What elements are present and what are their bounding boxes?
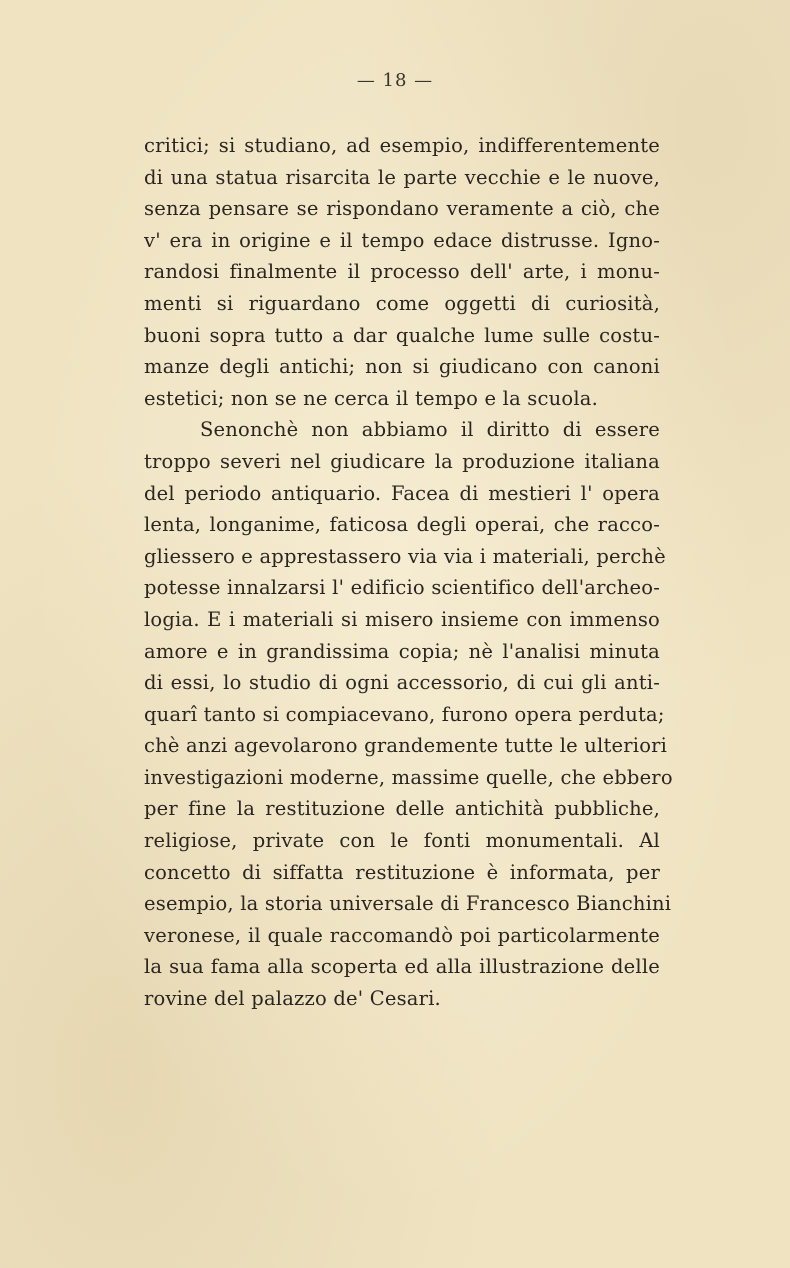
text-line: quarî tanto si compiacevano, furono opera perduta; xyxy=(144,702,665,726)
text-line: buoni sopra tutto a dar qualche lume sulle costu- xyxy=(144,323,660,347)
text-line: manze degli antichi; non si giudicano con canoni xyxy=(144,355,660,379)
text-line: gliessero e apprestassero via via i materiali, perchè xyxy=(144,544,666,568)
text-line: veronese, il quale raccomandò poi particolarmente xyxy=(144,923,660,947)
text-line: lenta, longanime, faticosa degli operai, che racco- xyxy=(144,513,660,537)
text-line: amore e in grandissima copia; nè l'analisi minuta xyxy=(144,639,660,663)
text-line: rovine del palazzo de' Cesari. xyxy=(144,987,441,1011)
paragraph-start-line: Senonchè non abbiamo il diritto di essere xyxy=(200,418,660,442)
text-line: estetici; non se ne cerca il tempo e la scuola. xyxy=(144,386,598,410)
text-line: di essi, lo studio di ogni accessorio, di cui gli anti- xyxy=(144,671,660,695)
text-line: potesse innalzarsi l' edificio scientifico dell'archeo- xyxy=(144,576,660,600)
text-line: del periodo antiquario. Facea di mestieri l' opera xyxy=(144,481,660,505)
text-line: logia. E i materiali si misero insieme con immenso xyxy=(144,607,660,631)
text-line: v' era in origine e il tempo edace distrusse. Igno- xyxy=(144,228,660,252)
text-line: concetto di siffatta restituzione è informata, per xyxy=(144,860,660,884)
text-line: la sua fama alla scoperta ed alla illustrazione delle xyxy=(144,955,660,979)
page-number: — 18 — xyxy=(356,70,434,91)
text-line: investigazioni moderne, massime quelle, che ebbero xyxy=(144,765,673,789)
text-line: esempio, la storia universale di Francesco Bianchini xyxy=(144,892,672,916)
text-line: chè anzi agevolarono grandemente tutte le ulteriori xyxy=(144,734,668,758)
text-line: senza pensare se rispondano veramente a ciò, che xyxy=(144,197,660,221)
body-text xyxy=(144,130,673,1015)
text-line: di una statua risarcita le parte vecchie e le nuove, xyxy=(144,165,660,189)
text-line: religiose, private con le fonti monumentali. Al xyxy=(144,829,660,853)
text-line: randosi finalmente il processo dell' arte, i monu- xyxy=(144,260,660,284)
text-line: troppo severi nel giudicare la produzione italiana xyxy=(144,449,660,473)
text-line: menti si riguardano come oggetti di curiosità, xyxy=(144,291,660,315)
text-line: critici; si studiano, ad esempio, indifferentemente xyxy=(144,134,660,157)
text-line: per fine la restituzione delle antichità pubbliche, xyxy=(144,797,660,821)
